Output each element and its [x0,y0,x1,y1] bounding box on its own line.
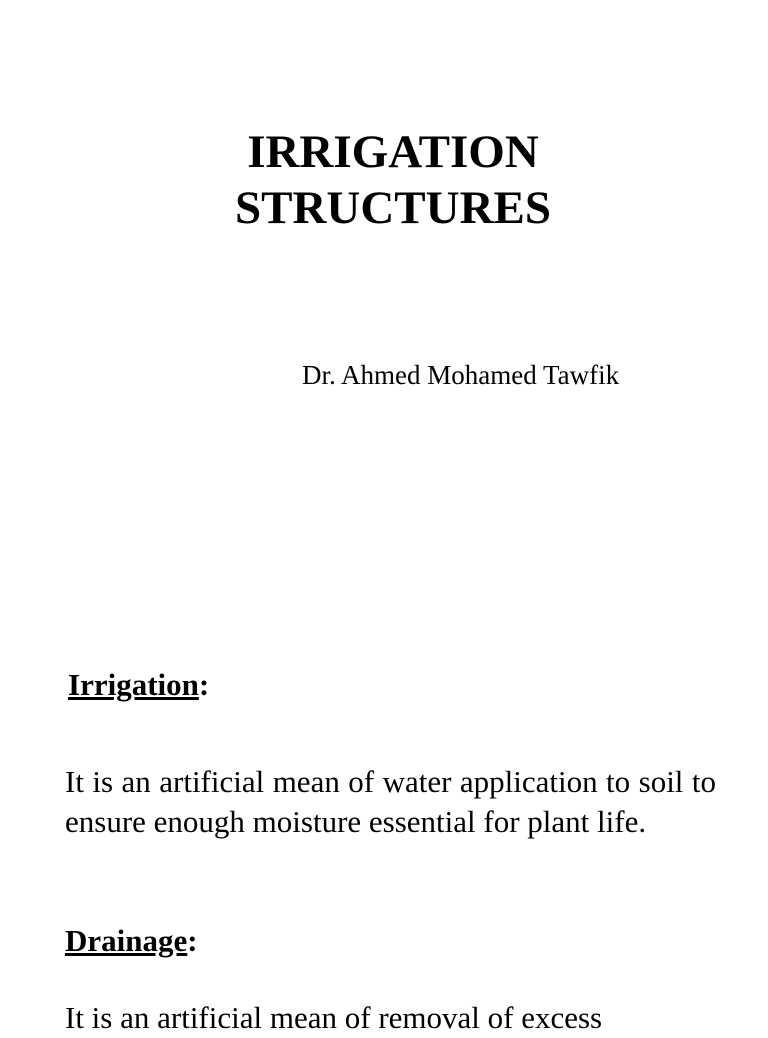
title-line-2: STRUCTURES [234,182,552,234]
document-title [0,124,768,236]
drainage-definition: It is an artificial mean of removal of excess [65,1000,603,1035]
drainage-term: Drainage [65,923,188,958]
drainage-colon: : [187,923,198,958]
irrigation-definition: It is an artificial mean of water application to soil to ensure enough moisture essential for plant life. [65,764,716,839]
title-line-1: IRRIGATION [247,126,539,178]
irrigation-colon: : [198,667,210,702]
drainage-heading [65,923,198,959]
author-name: Dr. Ahmed Mohamed Tawfik [302,360,620,390]
irrigation-term: Irrigation [68,667,199,702]
irrigation-heading [68,667,209,703]
